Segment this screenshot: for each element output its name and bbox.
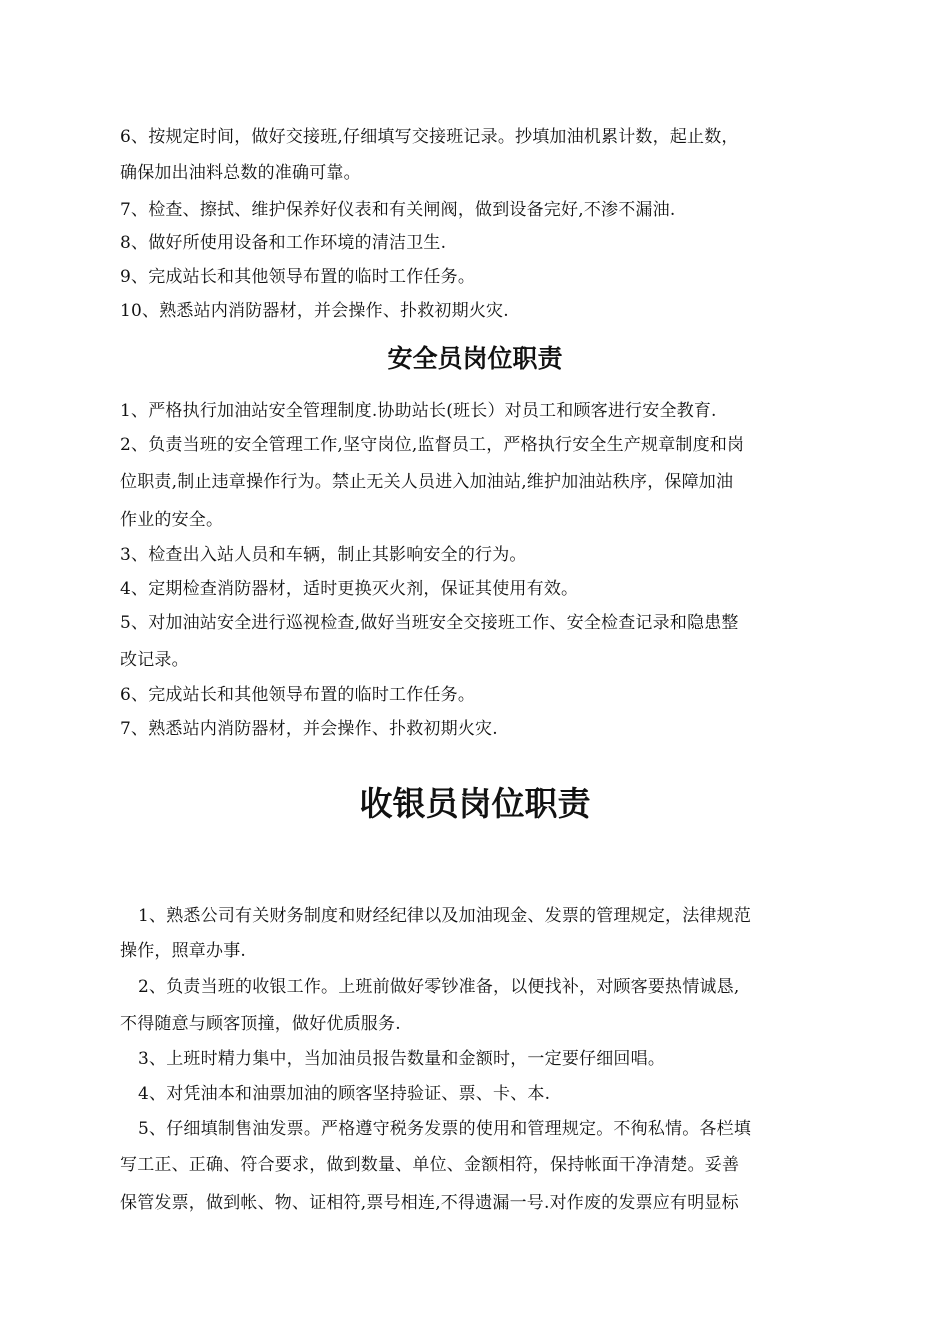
paragraph-line: 2、负责当班的安全管理工作,坚守岗位,监督员工，严格执行安全生产规章制度和岗 xyxy=(120,435,745,455)
paragraph-line: 10、熟悉站内消防器材，并会操作、扑救初期火灾. xyxy=(120,301,509,321)
paragraph-line: 1、熟悉公司有关财务制度和财经纪律以及加油现金、发票的管理规定，法律规范 xyxy=(138,906,752,926)
paragraph-line: 3、上班时精力集中，当加油员报告数量和金额时，一定要仔细回唱。 xyxy=(138,1049,666,1069)
paragraph-line: 作业的安全。 xyxy=(120,510,224,530)
section-title-safety: 安全员岗位职责 xyxy=(387,344,563,373)
paragraph-line: 9、完成站长和其他领导布置的临时工作任务。 xyxy=(120,267,476,287)
paragraph-line: 改记录。 xyxy=(120,650,189,670)
paragraph-line: 2、负责当班的收银工作。上班前做好零钞准备，以便找补，对顾客要热情诚恳, xyxy=(138,977,740,997)
paragraph-line: 6、按规定时间，做好交接班,仔细填写交接班记录。抄填加油机累计数，起止数， xyxy=(120,127,739,147)
paragraph-line: 保管发票，做到帐、物、证相符,票号相连,不得遗漏一号.对作废的发票应有明显标 xyxy=(120,1193,739,1213)
paragraph-line: 位职责,制止违章操作行为。禁止无关人员进入加油站,维护加油站秩序，保障加油 xyxy=(120,472,734,492)
paragraph-line: 8、做好所使用设备和工作环境的清洁卫生. xyxy=(120,233,447,253)
paragraph-line: 操作，照章办事. xyxy=(120,941,247,961)
paragraph-line: 4、对凭油本和油票加油的顾客坚持验证、票、卡、本. xyxy=(138,1084,551,1104)
paragraph-line: 7、熟悉站内消防器材，并会操作、扑救初期火灾. xyxy=(120,719,498,739)
paragraph-line: 5、仔细填制售油发票。严格遵守税务发票的使用和管理规定。不徇私情。各栏填 xyxy=(138,1119,752,1139)
section-title-cashier: 收银员岗位职责 xyxy=(359,784,591,823)
paragraph-line: 写工正、正确、符合要求，做到数量、单位、金额相符，保持帐面干净清楚。妥善 xyxy=(120,1155,740,1175)
paragraph-line: 4、定期检查消防器材，适时更换灭火剂，保证其使用有效。 xyxy=(120,579,579,599)
paragraph-line: 3、检查出入站人员和车辆，制止其影响安全的行为。 xyxy=(120,545,527,565)
paragraph-line: 5、对加油站安全进行巡视检查,做好当班安全交接班工作、安全检查记录和隐患整 xyxy=(120,613,739,633)
paragraph-line: 确保加出油料总数的准确可靠。 xyxy=(120,163,361,183)
paragraph-line: 不得随意与顾客顶撞，做好优质服务. xyxy=(120,1014,401,1034)
paragraph-line: 6、完成站长和其他领导布置的临时工作任务。 xyxy=(120,685,476,705)
paragraph-line: 7、检查、擦拭、维护保养好仪表和有关闸阀，做到设备完好,不渗不漏油. xyxy=(120,200,676,220)
paragraph-line: 1、严格执行加油站安全管理制度.协助站长(班长）对员工和顾客进行安全教育. xyxy=(120,401,717,421)
